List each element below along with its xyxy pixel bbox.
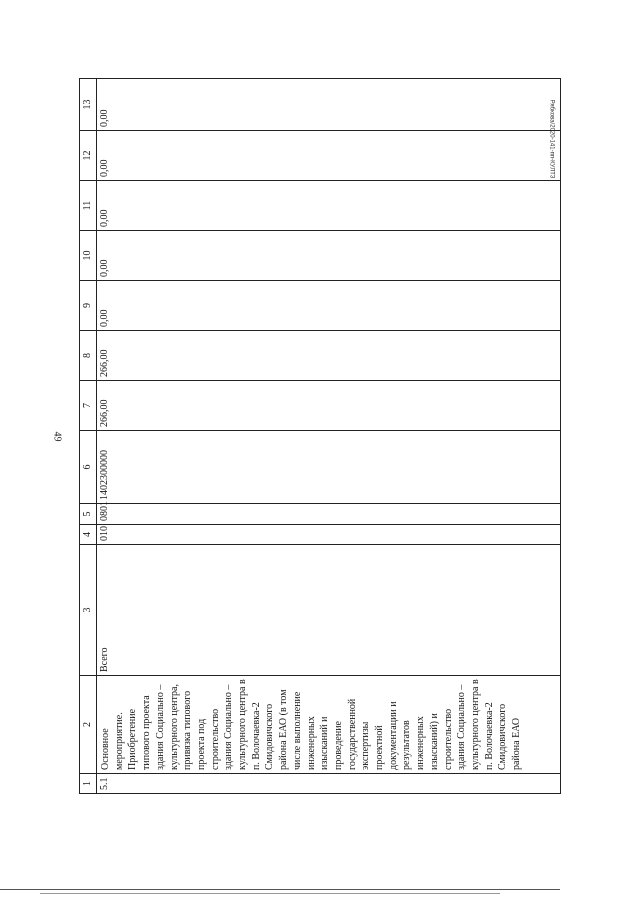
header-cell: 1 (80, 774, 97, 794)
header-cell: 5 (80, 504, 97, 525)
cell-col7: 266,00 (97, 381, 561, 431)
bottom-divider (0, 889, 560, 890)
row-number: 5.1 (97, 774, 561, 794)
header-cell: 12 (80, 131, 97, 181)
header-cell: 2 (80, 676, 97, 774)
cell-col4: 010 (97, 525, 561, 545)
header-cell: 9 (80, 281, 97, 331)
cell-col12: 0,00 (97, 131, 561, 181)
budget-table-wrapper (79, 79, 561, 794)
header-cell: 6 (80, 431, 97, 504)
table-row (97, 79, 561, 794)
page-number: 49 (51, 431, 63, 442)
cell-col10: 0,00 (97, 231, 561, 281)
cell-col9: 0,00 (97, 281, 561, 331)
cell-col8: 266,00 (97, 331, 561, 381)
budget-table (79, 78, 561, 794)
cell-col5: 0801 (97, 504, 561, 525)
measure-name: Основное мероприятие. Приобретение типового проекта здания Социально – культурного центра, привязка типового проекта под строительство здания Социально – культурного центра в п. Волочаевка-2 Смидовичского района ЕАО (в том числе выполнение инженерных изысканий и проведение государственной экспертизы проектной документации и результатов инженерных изысканий) и строительство здания Социально – культурного центра в п. Волочаевка-2 Смидовичского района ЕАО (97, 676, 561, 774)
funding-source: Всего (97, 545, 561, 676)
footer-code: Рябкова/2020-141-пп-КУЛТЗ (548, 99, 555, 179)
cell-col11: 0,00 (97, 181, 561, 231)
cell-col13: 0,00 (97, 79, 561, 131)
header-cell: 11 (80, 181, 97, 231)
header-cell: 10 (80, 231, 97, 281)
cell-col6: 1402300000 (97, 431, 561, 504)
bottom-divider-secondary (40, 893, 500, 894)
header-cell: 8 (80, 331, 97, 381)
header-row (80, 79, 97, 794)
header-cell: 13 (80, 79, 97, 131)
header-cell: 7 (80, 381, 97, 431)
header-cell: 4 (80, 525, 97, 545)
header-cell: 3 (80, 545, 97, 676)
